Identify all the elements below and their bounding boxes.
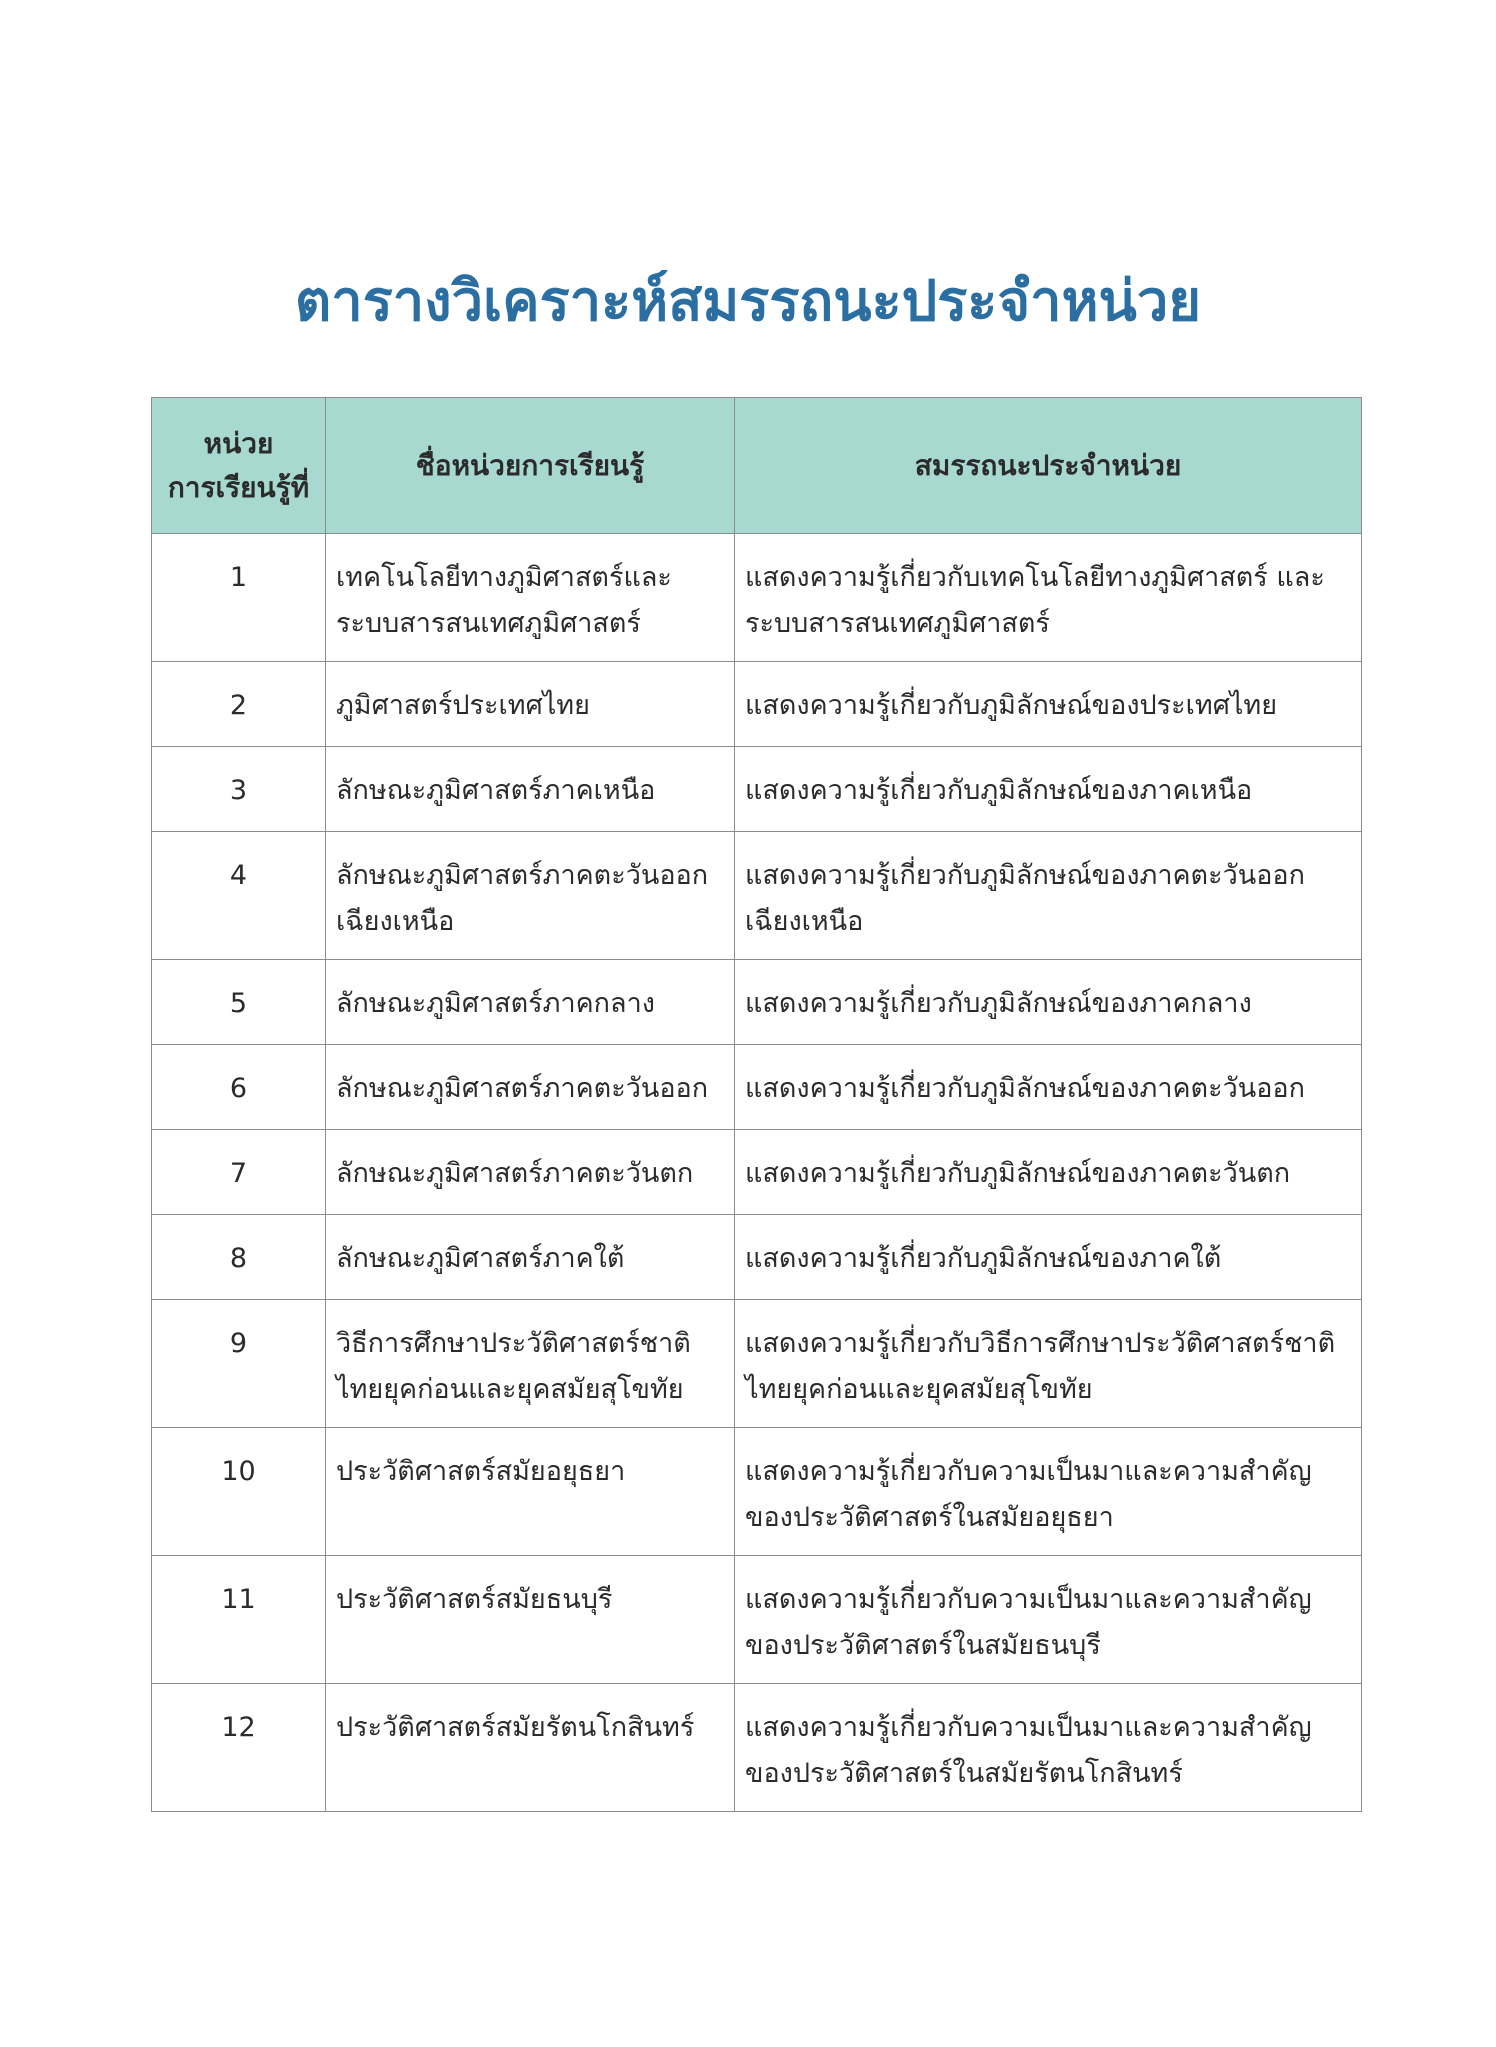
unit-name-cell: ลักษณะภูมิศาสตร์ภาคตะวันตก <box>326 1130 735 1215</box>
unit-name-cell: ลักษณะภูมิศาสตร์ภาคตะวันออก <box>326 1045 735 1130</box>
unit-name-cell: ลักษณะภูมิศาสตร์ภาคตะวันออกเฉียงเหนือ <box>326 832 735 960</box>
unit-name-cell: วิธีการศึกษาประวัติศาสตร์ชาติไทยยุคก่อนและยุคสมัยสุโขทัย <box>326 1300 735 1428</box>
competency-cell: แสดงความรู้เกี่ยวกับเทคโนโลยีทางภูมิศาสตร์ และระบบสารสนเทศภูมิศาสตร์ <box>735 534 1362 662</box>
unit-name-cell: ประวัติศาสตร์สมัยอยุธยา <box>326 1428 735 1556</box>
unit-number-cell: 3 <box>152 747 326 832</box>
competency-cell: แสดงความรู้เกี่ยวกับภูมิลักษณ์ของภาคตะวันออก <box>735 1045 1362 1130</box>
table-row <box>152 832 1362 960</box>
competency-cell: แสดงความรู้เกี่ยวกับภูมิลักษณ์ของภาคตะวันตก <box>735 1130 1362 1215</box>
unit-number-cell: 2 <box>152 662 326 747</box>
unit-name-cell: ลักษณะภูมิศาสตร์ภาคกลาง <box>326 960 735 1045</box>
header-competency: สมรรถนะประจำหน่วย <box>735 398 1362 534</box>
unit-name-cell: ลักษณะภูมิศาสตร์ภาคเหนือ <box>326 747 735 832</box>
competency-cell: แสดงความรู้เกี่ยวกับภูมิลักษณ์ของภาคตะวันออกเฉียงเหนือ <box>735 832 1362 960</box>
competency-cell: แสดงความรู้เกี่ยวกับภูมิลักษณ์ของภาคกลาง <box>735 960 1362 1045</box>
table-row <box>152 747 1362 832</box>
unit-number-cell: 7 <box>152 1130 326 1215</box>
table-row <box>152 1130 1362 1215</box>
unit-name-cell: ประวัติศาสตร์สมัยรัตนโกสินทร์ <box>326 1684 735 1812</box>
table-row <box>152 1300 1362 1428</box>
unit-number-cell: 10 <box>152 1428 326 1556</box>
table-header <box>152 398 1362 534</box>
table-row <box>152 1045 1362 1130</box>
unit-number-cell: 6 <box>152 1045 326 1130</box>
competency-cell: แสดงความรู้เกี่ยวกับภูมิลักษณ์ของภาคเหนือ <box>735 747 1362 832</box>
table-row <box>152 1215 1362 1300</box>
unit-number-cell: 11 <box>152 1556 326 1684</box>
unit-name-cell: ประวัติศาสตร์สมัยธนบุรี <box>326 1556 735 1684</box>
table-row <box>152 1556 1362 1684</box>
page-title: ตารางวิเคราะห์สมรรถนะประจำหน่วย <box>294 269 1202 334</box>
competency-cell: แสดงความรู้เกี่ยวกับความเป็นมาและความสำคัญของประวัติศาสตร์ในสมัยรัตนโกสินทร์ <box>735 1684 1362 1812</box>
unit-number-cell: 9 <box>152 1300 326 1428</box>
unit-number-cell: 1 <box>152 534 326 662</box>
competency-table <box>151 397 1362 1812</box>
header-row <box>152 398 1362 534</box>
unit-name-cell: ลักษณะภูมิศาสตร์ภาคใต้ <box>326 1215 735 1300</box>
header-unit-number <box>152 398 326 534</box>
table-row <box>152 1684 1362 1812</box>
unit-number-cell: 4 <box>152 832 326 960</box>
header-unit-number-line2: การเรียนรู้ที่ <box>167 470 310 504</box>
unit-number-cell: 5 <box>152 960 326 1045</box>
table-body <box>152 534 1362 1812</box>
table-row <box>152 662 1362 747</box>
unit-number-cell: 12 <box>152 1684 326 1812</box>
header-unit-number-line1: หน่วย <box>203 426 274 460</box>
table-row <box>152 960 1362 1045</box>
table-row <box>152 1428 1362 1556</box>
competency-cell: แสดงความรู้เกี่ยวกับความเป็นมาและความสำคัญของประวัติศาสตร์ในสมัยธนบุรี <box>735 1556 1362 1684</box>
competency-cell: แสดงความรู้เกี่ยวกับความเป็นมาและความสำคัญของประวัติศาสตร์ในสมัยอยุธยา <box>735 1428 1362 1556</box>
competency-cell: แสดงความรู้เกี่ยวกับภูมิลักษณ์ของภาคใต้ <box>735 1215 1362 1300</box>
competency-cell: แสดงความรู้เกี่ยวกับวิธีการศึกษาประวัติศาสตร์ชาติไทยยุคก่อนและยุคสมัยสุโขทัย <box>735 1300 1362 1428</box>
table-row <box>152 534 1362 662</box>
unit-number-cell: 8 <box>152 1215 326 1300</box>
header-unit-name: ชื่อหน่วยการเรียนรู้ <box>326 398 735 534</box>
competency-cell: แสดงความรู้เกี่ยวกับภูมิลักษณ์ของประเทศไทย <box>735 662 1362 747</box>
unit-name-cell: เทคโนโลยีทางภูมิศาสตร์และระบบสารสนเทศภูมิศาสตร์ <box>326 534 735 662</box>
unit-name-cell: ภูมิศาสตร์ประเทศไทย <box>326 662 735 747</box>
